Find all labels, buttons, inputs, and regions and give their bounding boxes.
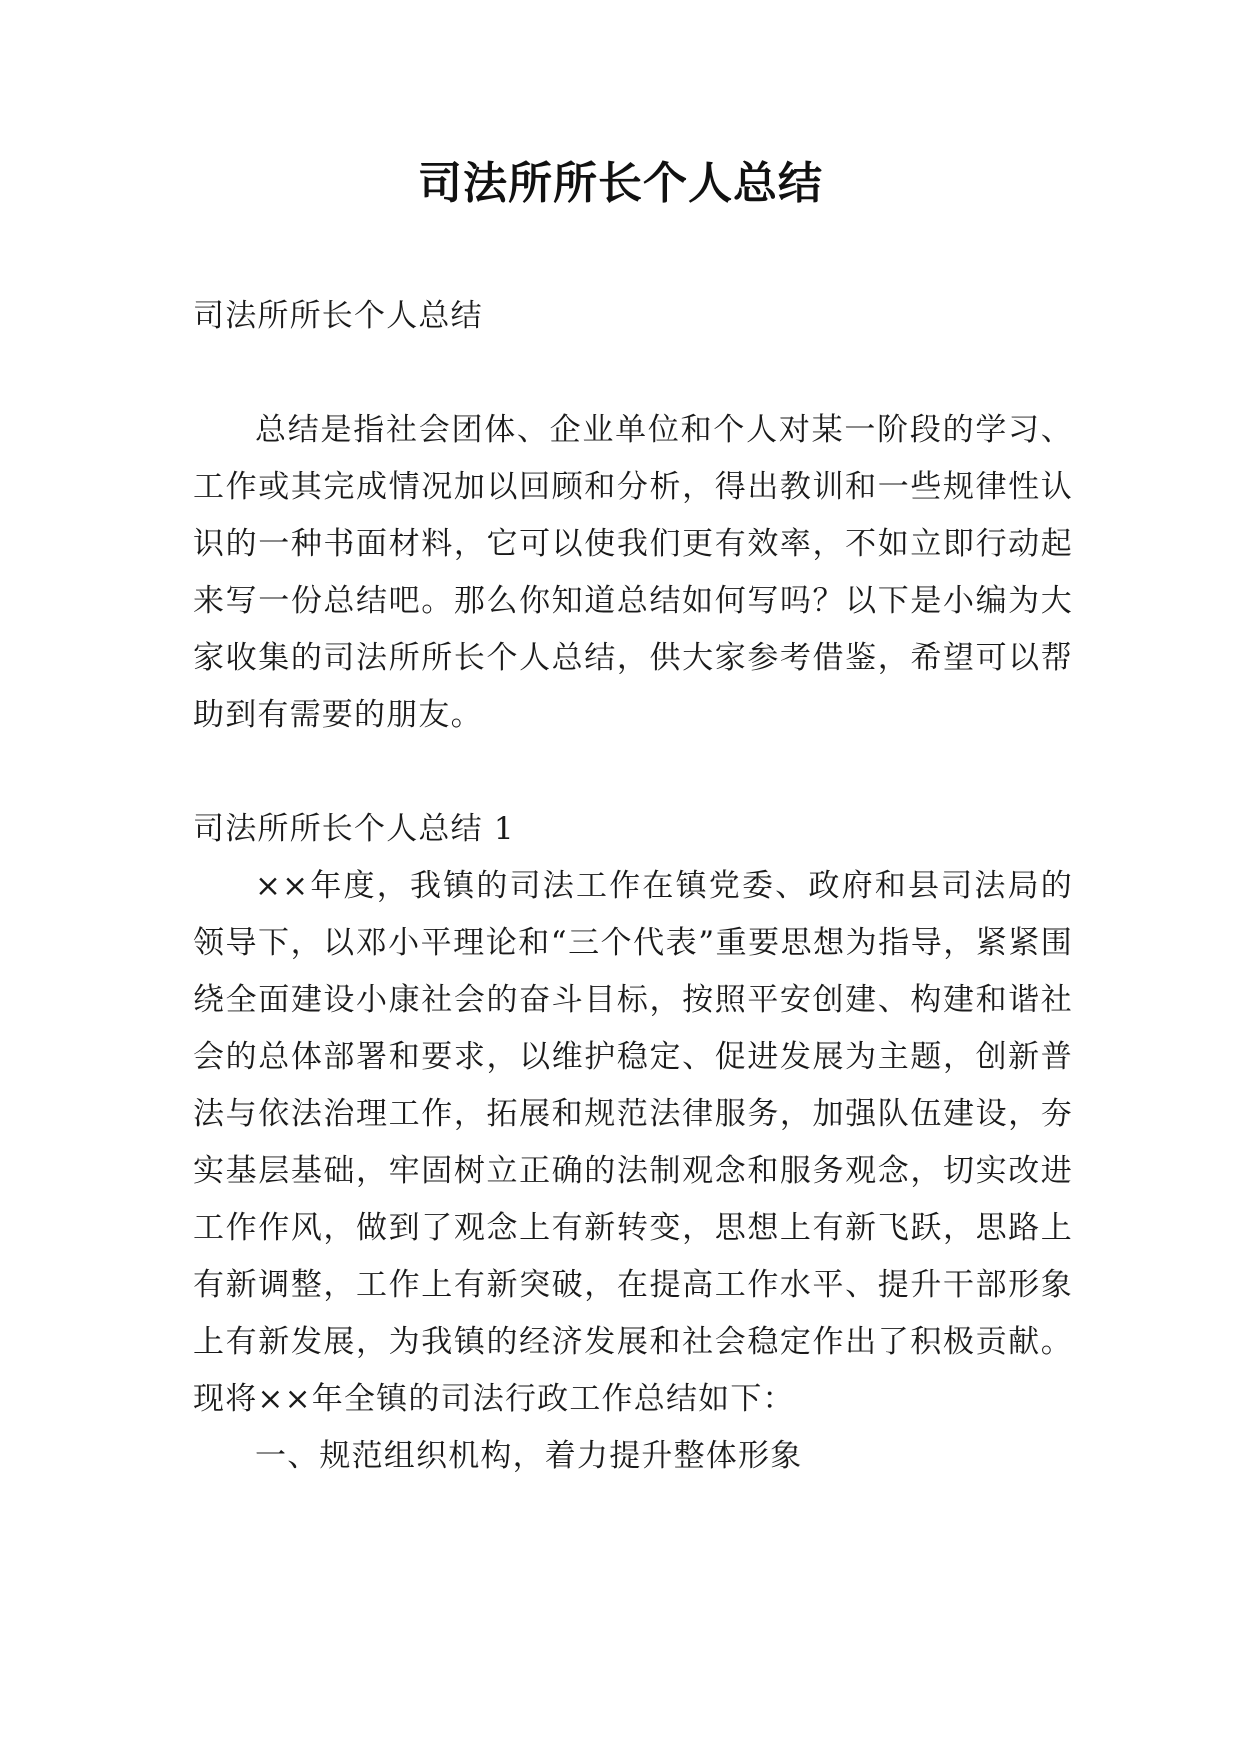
document-subtitle: 司法所所长个人总结 [193, 298, 483, 334]
spacer [193, 345, 1073, 402]
section-heading: 司法所所长个人总结 1 [193, 811, 515, 847]
spacer [193, 744, 1073, 801]
section-paragraph: ××年度，我镇的司法工作在镇党委、政府和县司法局的领导下，以邓小平理论和“三个代表”重要思想为指导，紧紧围绕全面建设小康社会的奋斗目标，按照平安创建、构建和谐社会的总体部署和要求，以维护稳定、促进发展为主题，创新普法与依法治理工作，拓展和规范法律服务，加强队伍建设，夯实基层基础，牢固树立正确的法制观念和服务观念，切实改进工作作风，做到了观念上有新转变，思想上有新飞跃，思路上有新调整，工作上有新突破，在提高工作水平、提升干部形象上有新发展，为我镇的经济发展和社会稳定作出了积极贡献。现将××年全镇的司法行政工作总结如下： [193, 868, 1073, 1417]
document-title: 司法所所长个人总结 [418, 158, 823, 209]
intro-paragraph: 总结是指社会团体、企业单位和个人对某一阶段的学习、工作或其完成情况加以回顾和分析，得出教训和一些规律性认识的一种书面材料，它可以使我们更有效率，不如立即行动起来写一份总结吧。那么你知道总结如何写吗？以下是小编为大家收集的司法所所长个人总结，供大家参考借鉴，希望可以帮助到有需要的朋友。 [193, 412, 1073, 733]
point-heading: 一、规范组织机构，着力提升整体形象 [255, 1438, 803, 1474]
document-body [193, 288, 1073, 1485]
